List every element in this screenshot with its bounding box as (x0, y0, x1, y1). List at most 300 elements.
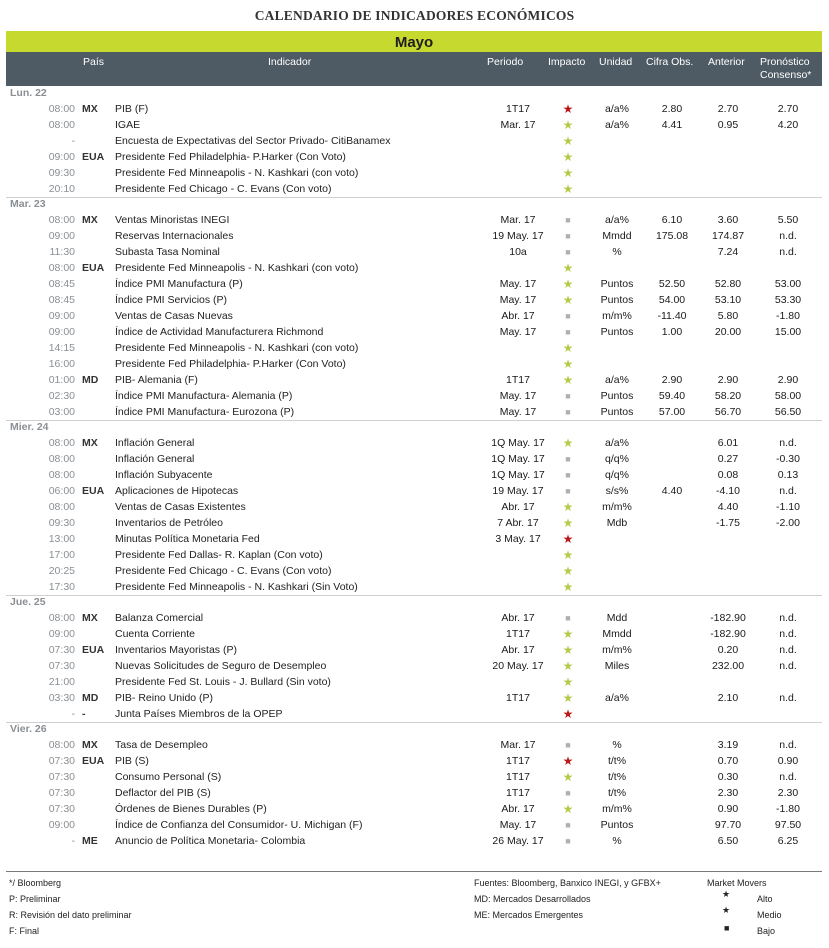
table-row (0, 515, 829, 531)
event-indicator: Presidente Fed Philadelphia- P.Harker (Con Voto) (115, 151, 346, 163)
event-time: 09:00 (48, 151, 75, 163)
event-time: 08:00 (48, 469, 75, 481)
high-impact-star-icon: ★ (562, 707, 574, 721)
col-header-unit: Unidad (599, 56, 633, 68)
event-time: 11:30 (49, 246, 75, 258)
event-unit: q/q% (605, 453, 629, 465)
day-separator (6, 197, 822, 198)
event-unit: Mmdd (602, 628, 632, 640)
event-indicator: Índice de Actividad Manufacturera Richmond (115, 326, 324, 338)
day-label: Mier. 24 (10, 421, 49, 433)
event-indicator: Subasta Tasa Nominal (115, 246, 220, 258)
event-time: 08:45 (48, 294, 75, 306)
event-indicator: Presidente Fed Philadelphia- P.Harker (Con Voto) (115, 358, 346, 370)
event-previous: 3.60 (717, 214, 739, 226)
table-row (0, 404, 829, 420)
table-row (0, 292, 829, 308)
medium-impact-star-icon: ★ (562, 675, 574, 689)
event-indicator: Inventarios de Petróleo (115, 517, 223, 529)
day-separator (6, 722, 822, 723)
event-indicator: Nuevas Solicitudes de Seguro de Desempleo (115, 660, 327, 672)
medium-impact-star-icon: ★ (562, 802, 574, 816)
event-time: 06:00 (48, 485, 75, 497)
footer-note: P: Preliminar (9, 894, 61, 904)
col-header-forecast-sub: Consenso* (760, 69, 812, 81)
event-period: Mar. 17 (500, 739, 536, 751)
event-unit: t/t% (607, 755, 627, 767)
table-row (0, 499, 829, 515)
low-impact-square-icon: ■ (565, 613, 571, 623)
event-indicator: Presidente Fed Dallas- R. Kaplan (Con voto) (115, 549, 323, 561)
event-time: 09:00 (48, 310, 75, 322)
page-title: CALENDARIO DE INDICADORES ECONÓMICOS (254, 8, 575, 23)
event-previous: 174.87 (711, 230, 745, 242)
footer-note: F: Final (9, 926, 40, 936)
event-forecast: 53.00 (774, 278, 802, 290)
table-row (0, 769, 829, 785)
event-period: 1T17 (506, 103, 530, 115)
table-row (0, 706, 829, 722)
event-indicator: Inventarios Mayoristas (P) (115, 644, 237, 656)
footer-note: R: Revisión del dato preliminar (9, 910, 132, 920)
event-actual: 2.90 (661, 374, 683, 386)
event-previous: 2.10 (717, 692, 739, 704)
low-impact-square-icon: ■ (565, 215, 571, 225)
event-indicator: Presidente Fed Minneapolis - N. Kashkari (con voto) (115, 342, 359, 354)
table-row (0, 133, 829, 149)
medium-impact-star-icon: ★ (722, 905, 731, 915)
event-period: 10a (509, 246, 527, 258)
event-forecast: n.d. (779, 437, 797, 449)
event-forecast: n.d. (779, 660, 797, 672)
event-time: 07:30 (48, 803, 75, 815)
table-row (0, 244, 829, 260)
table-row (0, 467, 829, 483)
event-previous: 6.01 (717, 437, 739, 449)
event-country: - (82, 708, 86, 720)
event-time: 07:30 (48, 644, 75, 656)
event-period: Abr. 17 (501, 310, 535, 322)
event-forecast: 0.13 (777, 469, 799, 481)
event-unit: Puntos (600, 278, 634, 290)
event-period: 7 Abr. 17 (497, 517, 539, 529)
event-unit: m/m% (602, 310, 632, 322)
event-previous: 0.20 (717, 644, 739, 656)
event-forecast: -0.30 (776, 453, 800, 465)
footer-divider (6, 871, 822, 872)
medium-impact-star-icon: ★ (562, 182, 574, 196)
event-period: May. 17 (499, 390, 537, 402)
event-previous: 0.27 (717, 453, 739, 465)
table-row (0, 563, 829, 579)
event-actual: 4.41 (661, 119, 683, 131)
event-actual: 54.00 (658, 294, 686, 306)
event-country: MX (82, 437, 98, 449)
event-unit: Puntos (600, 390, 634, 402)
event-indicator: Índice de Confianza del Consumidor- U. Michigan (F) (115, 819, 363, 831)
medium-impact-star-icon: ★ (562, 261, 574, 275)
event-actual: 52.50 (658, 278, 686, 290)
event-time: 08:00 (48, 103, 75, 115)
medium-impact-star-icon: ★ (562, 516, 574, 530)
col-header-indicator: Indicador (268, 56, 312, 68)
col-header-impact: Impacto (548, 56, 586, 68)
medium-impact-star-icon: ★ (562, 691, 574, 705)
event-previous: 0.90 (717, 803, 739, 815)
event-period: May. 17 (499, 406, 537, 418)
medium-impact-star-icon: ★ (562, 627, 574, 641)
event-indicator: Inflación General (115, 453, 195, 465)
event-indicator: Presidente Fed Minneapolis - N. Kashkari (con voto) (115, 262, 359, 274)
table-row (0, 324, 829, 340)
event-unit: Puntos (600, 819, 634, 831)
event-unit: Mmdd (602, 230, 632, 242)
table-row (0, 165, 829, 181)
high-impact-star-icon: ★ (722, 889, 731, 899)
event-forecast: 0.90 (777, 755, 799, 767)
table-row (0, 181, 829, 197)
event-indicator: PIB- Alemania (F) (115, 374, 198, 386)
event-previous: -182.90 (710, 628, 746, 640)
event-unit: q/q% (605, 469, 629, 481)
table-row (0, 801, 829, 817)
event-unit: m/m% (602, 803, 632, 815)
event-time: 03:30 (48, 692, 75, 704)
table-row (0, 753, 829, 769)
col-header-actual: Cifra Obs. (646, 56, 694, 68)
event-previous: 2.90 (717, 374, 739, 386)
col-header-forecast: Pronóstico (760, 56, 810, 68)
medium-impact-star-icon: ★ (562, 293, 574, 307)
day-label: Jue. 25 (10, 596, 46, 608)
event-unit: a/a% (605, 692, 629, 704)
event-previous: 232.00 (711, 660, 745, 672)
event-period: 3 May. 17 (495, 533, 541, 545)
event-country: EUA (82, 151, 105, 163)
event-indicator: Minutas Política Monetaria Fed (115, 533, 260, 545)
event-actual: 4.40 (661, 485, 683, 497)
event-time: - (71, 835, 75, 847)
table-row (0, 356, 829, 372)
medium-impact-star-icon: ★ (562, 277, 574, 291)
table-row (0, 451, 829, 467)
event-previous: 0.08 (717, 469, 739, 481)
event-country: EUA (82, 485, 105, 497)
medium-impact-star-icon: ★ (562, 580, 574, 594)
low-impact-square-icon: ■ (565, 454, 571, 464)
event-unit: % (612, 246, 622, 258)
event-period: May. 17 (499, 326, 537, 338)
event-forecast: n.d. (779, 644, 797, 656)
month-banner: Mayo (6, 31, 822, 52)
footer-source: MD: Mercados Desarrollados (474, 894, 591, 904)
event-indicator: Balanza Comercial (115, 612, 204, 624)
low-impact-square-icon: ■ (565, 740, 571, 750)
event-time: 21:00 (48, 676, 75, 688)
high-impact-star-icon: ★ (562, 754, 574, 768)
event-previous: 0.70 (717, 755, 739, 767)
col-header-previous: Anterior (708, 56, 745, 68)
table-row (0, 308, 829, 324)
event-indicator: Deflactor del PIB (S) (115, 787, 211, 799)
day-separator (6, 420, 822, 421)
high-impact-star-icon: ★ (562, 102, 574, 116)
event-time: 08:00 (48, 119, 75, 131)
event-period: May. 17 (499, 278, 537, 290)
event-time: 01:00 (48, 374, 75, 386)
event-unit: a/a% (605, 437, 629, 449)
low-impact-square-icon: ■ (565, 231, 571, 241)
event-period: 1Q May. 17 (491, 469, 545, 481)
event-period: Abr. 17 (501, 644, 535, 656)
event-indicator: Ventas de Casas Existentes (115, 501, 246, 513)
event-period: 20 May. 17 (492, 660, 544, 672)
event-forecast: n.d. (779, 485, 797, 497)
medium-impact-star-icon: ★ (562, 436, 574, 450)
event-unit: a/a% (605, 214, 629, 226)
event-actual: 1.00 (661, 326, 683, 338)
event-country: ME (82, 835, 98, 847)
event-forecast: n.d. (779, 692, 797, 704)
medium-impact-star-icon: ★ (562, 357, 574, 371)
low-impact-square-icon: ■ (565, 311, 571, 321)
medium-impact-star-icon: ★ (562, 548, 574, 562)
low-impact-square-icon: ■ (565, 836, 571, 846)
legend-title: Market Movers (707, 878, 767, 888)
high-impact-star-icon: ★ (562, 532, 574, 546)
event-indicator: Aplicaciones de Hipotecas (115, 485, 239, 497)
event-previous: 2.30 (717, 787, 739, 799)
table-row (0, 531, 829, 547)
event-actual: 6.10 (661, 214, 683, 226)
day-label: Lun. 22 (10, 87, 47, 99)
table-row (0, 642, 829, 658)
low-impact-square-icon: ■ (565, 788, 571, 798)
event-period: 19 May. 17 (492, 230, 544, 242)
event-forecast: 2.70 (777, 103, 799, 115)
day-label: Mar. 23 (10, 198, 46, 210)
event-forecast: 58.00 (774, 390, 802, 402)
event-time: 09:00 (48, 628, 75, 640)
event-unit: s/s% (605, 485, 629, 497)
event-forecast: -1.80 (776, 310, 800, 322)
event-period: 1Q May. 17 (491, 453, 545, 465)
table-row (0, 547, 829, 563)
legend-low-label: Bajo (757, 926, 776, 936)
table-row (0, 658, 829, 674)
event-time: 07:30 (48, 660, 75, 672)
event-unit: a/a% (605, 119, 629, 131)
event-time: 07:30 (48, 787, 75, 799)
table-row (0, 117, 829, 133)
event-time: - (71, 135, 75, 147)
event-indicator: Índice PMI Servicios (P) (115, 294, 228, 306)
event-unit: m/m% (602, 644, 632, 656)
event-unit: Miles (604, 660, 630, 672)
low-impact-square-icon: ■ (565, 470, 571, 480)
low-impact-square-icon: ■ (565, 391, 571, 401)
medium-impact-star-icon: ★ (562, 643, 574, 657)
event-period: May. 17 (499, 294, 537, 306)
event-period: Abr. 17 (501, 501, 535, 513)
table-row (0, 610, 829, 626)
table-row (0, 785, 829, 801)
event-indicator: Índice PMI Manufactura- Alemania (P) (115, 390, 293, 402)
event-previous: 4.40 (717, 501, 739, 513)
event-time: 13:00 (48, 533, 75, 545)
table-row (0, 101, 829, 117)
event-actual: 2.80 (661, 103, 683, 115)
medium-impact-star-icon: ★ (562, 134, 574, 148)
event-previous: 3.19 (717, 739, 739, 751)
event-actual: -11.40 (657, 310, 687, 322)
event-indicator: Presidente Fed Minneapolis - N. Kashkari (con voto) (115, 167, 359, 179)
event-previous: 97.70 (714, 819, 742, 831)
event-actual: 175.08 (655, 230, 689, 242)
low-impact-square-icon: ■ (724, 923, 730, 933)
event-indicator: Índice PMI Manufactura (P) (115, 278, 243, 290)
event-indicator: Ventas de Casas Nuevas (115, 310, 233, 322)
table-row (0, 260, 829, 276)
event-previous: 56.70 (714, 406, 742, 418)
event-indicator: Cuenta Corriente (115, 628, 195, 640)
low-impact-square-icon: ■ (565, 407, 571, 417)
table-row (0, 435, 829, 451)
footer-source: ME: Mercados Emergentes (474, 910, 584, 920)
event-previous: -182.90 (710, 612, 746, 624)
event-forecast: -1.80 (776, 803, 800, 815)
event-indicator: PIB- Reino Unido (P) (115, 692, 214, 704)
event-time: 09:30 (48, 517, 75, 529)
medium-impact-star-icon: ★ (562, 770, 574, 784)
event-indicator: Junta Países Miembros de la OPEP (115, 708, 283, 720)
event-unit: Puntos (600, 326, 634, 338)
event-time: 20:25 (48, 565, 75, 577)
event-indicator: Consumo Personal (S) (115, 771, 222, 783)
event-time: 17:00 (48, 549, 75, 561)
event-time: 08:00 (48, 501, 75, 513)
event-unit: a/a% (605, 103, 629, 115)
event-time: 07:30 (48, 755, 75, 767)
event-previous: 5.80 (717, 310, 739, 322)
footer-note: */ Bloomberg (9, 878, 62, 888)
event-indicator: Ventas Minoristas INEGI (115, 214, 230, 226)
event-indicator: PIB (S) (115, 755, 149, 767)
event-unit: Mdb (606, 517, 628, 529)
event-country: EUA (82, 644, 105, 656)
day-label: Vier. 26 (10, 723, 47, 735)
event-time: 08:00 (48, 612, 75, 624)
table-row (0, 483, 829, 499)
event-forecast: 15.00 (774, 326, 802, 338)
event-actual: 59.40 (658, 390, 686, 402)
medium-impact-star-icon: ★ (562, 166, 574, 180)
event-indicator: Reservas Internacionales (115, 230, 234, 242)
event-forecast: n.d. (779, 612, 797, 624)
event-period: Mar. 17 (500, 119, 536, 131)
event-time: 09:30 (48, 167, 75, 179)
event-time: 20:10 (48, 183, 75, 195)
table-row (0, 817, 829, 833)
legend-medium-label: Medio (757, 910, 782, 920)
event-country: EUA (82, 755, 105, 767)
medium-impact-star-icon: ★ (562, 118, 574, 132)
table-row (0, 690, 829, 706)
medium-impact-star-icon: ★ (562, 564, 574, 578)
event-previous: 2.70 (717, 103, 739, 115)
event-period: 1T17 (506, 787, 530, 799)
event-forecast: 6.25 (777, 835, 799, 847)
event-time: 17:30 (48, 581, 75, 593)
event-forecast: n.d. (779, 739, 797, 751)
event-unit: % (612, 835, 622, 847)
event-period: 1T17 (506, 771, 530, 783)
event-indicator: Presidente Fed Minneapolis - N. Kashkari (Sin Voto) (115, 581, 358, 593)
table-row (0, 149, 829, 165)
event-time: 07:30 (48, 771, 75, 783)
table-row (0, 228, 829, 244)
table-header (6, 52, 822, 86)
event-period: Mar. 17 (500, 214, 536, 226)
event-indicator: IGAE (115, 119, 141, 131)
event-forecast: 4.20 (777, 119, 799, 131)
event-indicator: Presidente Fed St. Louis - J. Bullard (Sin voto) (115, 676, 331, 688)
event-time: 08:45 (48, 278, 75, 290)
medium-impact-star-icon: ★ (562, 373, 574, 387)
event-unit: m/m% (602, 501, 632, 513)
event-period: 26 May. 17 (492, 835, 544, 847)
event-time: 14:15 (48, 342, 75, 354)
event-time: 09:00 (48, 230, 75, 242)
event-time: 08:00 (48, 739, 75, 751)
event-country: MX (82, 103, 98, 115)
event-forecast: 2.30 (777, 787, 799, 799)
legend-high-label: Alto (757, 894, 773, 904)
low-impact-square-icon: ■ (565, 820, 571, 830)
event-indicator: Inflación General (115, 437, 195, 449)
event-forecast: -2.00 (776, 517, 800, 529)
table-row (0, 833, 829, 849)
event-period: Abr. 17 (501, 612, 535, 624)
event-period: 1T17 (506, 628, 530, 640)
event-time: 16:00 (48, 358, 75, 370)
event-previous: 7.24 (717, 246, 739, 258)
event-previous: -4.10 (716, 485, 740, 497)
table-row (0, 388, 829, 404)
event-indicator: Índice PMI Manufactura- Eurozona (P) (115, 406, 295, 418)
event-period: 1Q May. 17 (491, 437, 545, 449)
event-indicator: Presidente Fed Chicago - C. Evans (Con voto) (115, 183, 332, 195)
event-unit: Mdd (606, 612, 628, 624)
event-time: 08:00 (48, 214, 75, 226)
event-forecast: n.d. (779, 230, 797, 242)
event-unit: % (612, 739, 622, 751)
day-separator (6, 595, 822, 596)
low-impact-square-icon: ■ (565, 486, 571, 496)
event-forecast: n.d. (779, 246, 797, 258)
table-row (0, 340, 829, 356)
event-previous: 20.00 (714, 326, 742, 338)
event-unit: a/a% (605, 374, 629, 386)
event-indicator: Órdenes de Bienes Durables (P) (115, 803, 267, 815)
event-country: MD (82, 374, 99, 386)
event-unit: t/t% (607, 787, 627, 799)
event-time: 08:00 (48, 437, 75, 449)
event-country: MX (82, 214, 98, 226)
event-forecast: 97.50 (774, 819, 802, 831)
medium-impact-star-icon: ★ (562, 659, 574, 673)
event-previous: 0.95 (717, 119, 739, 131)
